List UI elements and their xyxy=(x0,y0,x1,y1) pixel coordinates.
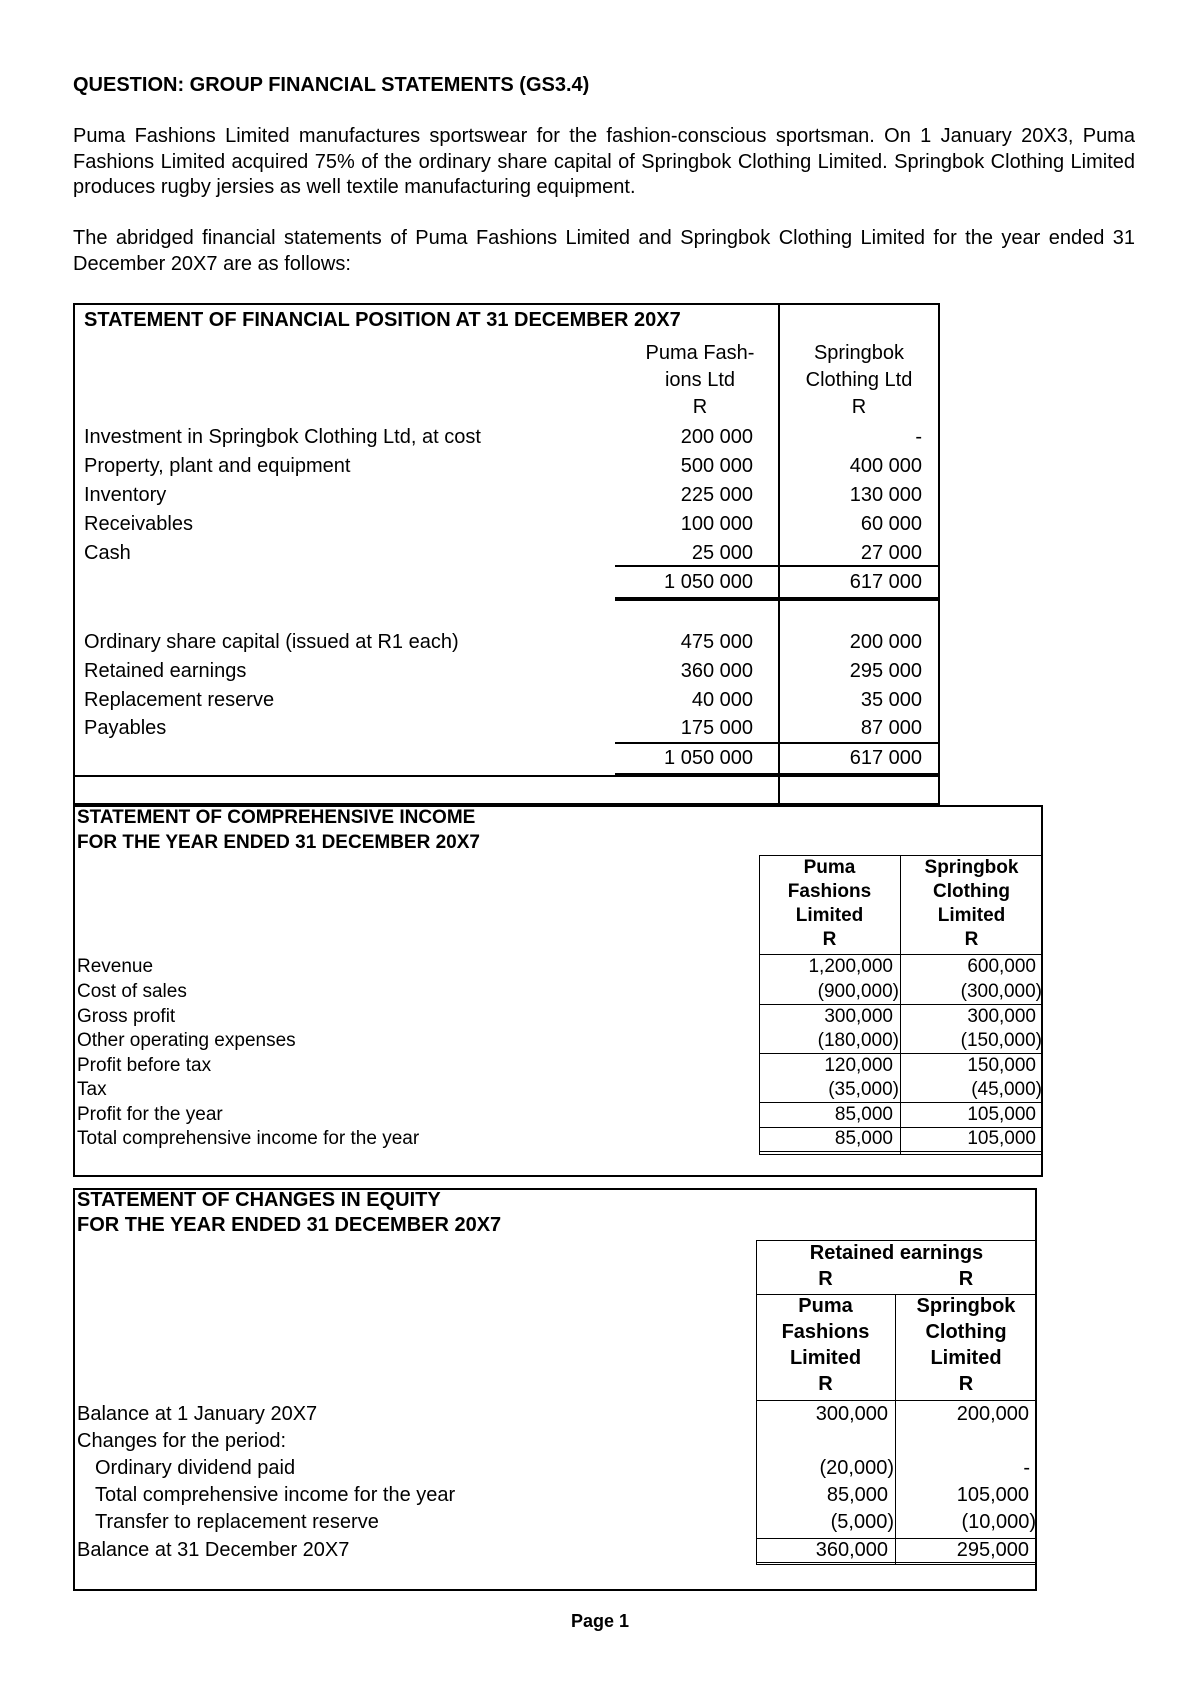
soce-col-puma-head-2: Fashions xyxy=(781,1321,870,1343)
sofp-row-puma: 100 000 xyxy=(680,513,753,535)
soci-row-puma: (180,000) xyxy=(817,1030,899,1051)
sofp-row-springbok: 200 000 xyxy=(849,631,922,653)
soci-col-puma-head-3: Limited xyxy=(795,905,864,926)
lead-paragraph: The abridged financial statements of Puma Fashions Limited and Springbok Clothing Limited for the year ended 31 December 20X7 are as follows: xyxy=(73,227,1135,275)
sofp-row-puma: 200 000 xyxy=(680,426,753,448)
sofp-col-puma-head-2: ions Ltd xyxy=(664,369,736,391)
soce-row-springbok: 105,000 xyxy=(956,1484,1029,1506)
sofp-row-springbok: 27 000 xyxy=(860,542,922,564)
sofp-assets-total-double-line xyxy=(615,597,940,601)
soci-row-springbok: (150,000) xyxy=(960,1030,1042,1051)
soce-row-label: Transfer to replacement reserve xyxy=(95,1511,379,1533)
soce-col-springbok-head-4: R xyxy=(958,1373,974,1395)
soci-row-puma: (900,000) xyxy=(817,981,899,1002)
sofp-row-puma: 175 000 xyxy=(680,717,753,739)
soci-col-springbok-head-4: R xyxy=(964,929,979,950)
sofp-row-springbok: 295 000 xyxy=(849,660,922,682)
soci-col-puma-head-4: R xyxy=(822,929,837,950)
sofp-assets-total-springbok: 617 000 xyxy=(849,571,922,593)
sofp-row-puma: 225 000 xyxy=(680,484,753,506)
sofp-row-springbok: 400 000 xyxy=(849,455,922,477)
sofp-row-springbok: 35 000 xyxy=(860,689,922,711)
sofp-row-label: Payables xyxy=(84,717,167,739)
soci-row-puma: 120,000 xyxy=(824,1055,893,1076)
sofp-row-label: Replacement reserve xyxy=(84,689,275,711)
sofp-row-puma: 40 000 xyxy=(691,689,753,711)
soci-row-puma: 1,200,000 xyxy=(808,956,893,977)
soci-row-label: Tax xyxy=(77,1079,107,1100)
soci-row-label: Total comprehensive income for the year xyxy=(77,1128,420,1149)
soci-row-label: Other operating expenses xyxy=(77,1030,296,1051)
sofp-row-springbok: - xyxy=(915,426,922,448)
soci-col-puma-head-1: Puma xyxy=(803,857,856,878)
intro-paragraph: Puma Fashions Limited manufactures sportswear for the fashion-conscious sportsman. On 1 January 20X3, Puma Fashions Limited acquired 75% of the ordinary share capital of Springbok Clothing Limited. Springbok Clothing Limited produces rugby jersies as well textile manufacturing equipment. xyxy=(73,125,1135,198)
sofp-row-puma: 500 000 xyxy=(680,455,753,477)
soci-row-label: Gross profit xyxy=(77,1006,176,1027)
sofp-row-label: Ordinary share capital (issued at R1 each) xyxy=(84,631,459,653)
soce-col-springbok-head-2: Clothing xyxy=(925,1321,1007,1343)
sofp-col-springbok-head-3: R xyxy=(851,396,867,418)
soci-col-springbok-head-1: Springbok xyxy=(924,857,1019,878)
soce-col-springbok-head-1: Springbok xyxy=(916,1295,1016,1317)
sofp-title: STATEMENT OF FINANCIAL POSITION AT 31 DECEMBER 20X7 xyxy=(84,309,681,331)
soce-group-r-puma: R xyxy=(818,1268,833,1290)
soce-row-label: Balance at 31 December 20X7 xyxy=(77,1539,350,1561)
sofp-assets-total-puma: 1 050 000 xyxy=(664,571,753,593)
sofp-row-label: Investment in Springbok Clothing Ltd, at cost xyxy=(84,426,481,448)
soci-row-puma: 85,000 xyxy=(834,1128,893,1149)
sofp-col-springbok-head-1: Springbok xyxy=(813,342,905,364)
sofp-row-puma: 25 000 xyxy=(691,542,753,564)
soci-row-springbok: (45,000) xyxy=(971,1079,1042,1100)
soce-row-springbok: - xyxy=(1023,1457,1030,1479)
soce-subtitle: FOR THE YEAR ENDED 31 DECEMBER 20X7 xyxy=(77,1214,502,1236)
question-title: QUESTION: GROUP FINANCIAL STATEMENTS (GS3.4) xyxy=(73,74,590,96)
soci-row-springbok: 105,000 xyxy=(967,1128,1036,1149)
soce-row-puma: 85,000 xyxy=(826,1484,888,1506)
soce-col-puma-head-4: R xyxy=(818,1373,833,1395)
sofp-row-springbok: 130 000 xyxy=(849,484,922,506)
sofp-row-puma: 360 000 xyxy=(680,660,753,682)
soci-title: STATEMENT OF COMPREHENSIVE INCOME xyxy=(77,807,476,828)
soce-row-label: Ordinary dividend paid xyxy=(95,1457,296,1479)
sofp-row-label: Receivables xyxy=(84,513,193,535)
sofp-col-springbok-head-2: Clothing Ltd xyxy=(805,369,913,391)
sofp-assets-subtotal-line xyxy=(615,565,940,567)
soci-row-springbok: 105,000 xyxy=(967,1104,1036,1125)
soce-row-puma: 300,000 xyxy=(815,1403,888,1425)
soce-row-springbok: 295,000 xyxy=(956,1539,1029,1561)
soce-group-head: Retained earnings xyxy=(809,1242,984,1264)
soce-col-puma-head-3: Limited xyxy=(789,1347,862,1369)
sofp-equity-total-double-line xyxy=(615,773,940,777)
soce-row-label: Total comprehensive income for the year xyxy=(95,1484,456,1506)
soce-row-springbok: (10,000) xyxy=(961,1511,1036,1533)
soci-col-springbok-head-3: Limited xyxy=(937,905,1006,926)
soce-row-puma: 360,000 xyxy=(815,1539,888,1561)
sofp-col-puma-head-1: Puma Fash- xyxy=(645,342,755,364)
soce-row-puma: (5,000) xyxy=(830,1511,894,1533)
sofp-equity-total-puma: 1 050 000 xyxy=(664,747,753,769)
sofp-row-puma: 475 000 xyxy=(680,631,753,653)
sofp-row-label: Retained earnings xyxy=(84,660,247,682)
sofp-row-label: Cash xyxy=(84,542,131,564)
sofp-row-springbok: 60 000 xyxy=(860,513,922,535)
soci-row-springbok: 300,000 xyxy=(967,1006,1036,1027)
sofp-row-label: Property, plant and equipment xyxy=(84,455,351,477)
soci-row-label: Profit for the year xyxy=(77,1104,223,1125)
soci-row-puma: 85,000 xyxy=(834,1104,893,1125)
soci-row-springbok: 150,000 xyxy=(967,1055,1036,1076)
soci-row-puma: 300,000 xyxy=(824,1006,893,1027)
soci-row-puma: (35,000) xyxy=(828,1079,899,1100)
soci-row-label: Cost of sales xyxy=(77,981,187,1002)
sofp-row-label: Inventory xyxy=(84,484,167,506)
soci-subtitle: FOR THE YEAR ENDED 31 DECEMBER 20X7 xyxy=(77,832,480,853)
soce-group-r-springbok: R xyxy=(958,1268,974,1290)
soci-row-label: Revenue xyxy=(77,956,154,977)
soci-row-springbok: 600,000 xyxy=(967,956,1036,977)
soce-row-label: Changes for the period: xyxy=(77,1430,287,1452)
soce-row-label: Balance at 1 January 20X7 xyxy=(77,1403,318,1425)
soce-col-puma-head-1: Puma xyxy=(798,1295,853,1317)
soce-col-springbok-head-3: Limited xyxy=(930,1347,1002,1369)
soci-row-label: Profit before tax xyxy=(77,1055,212,1076)
soci-col-puma-head-2: Fashions xyxy=(787,881,872,902)
soce-row-puma: (20,000) xyxy=(819,1457,894,1479)
soce-title: STATEMENT OF CHANGES IN EQUITY xyxy=(77,1189,441,1211)
sofp-row-springbok: 87 000 xyxy=(860,717,922,739)
sofp-equity-total-springbok: 617 000 xyxy=(849,747,922,769)
page-number: Page 1 xyxy=(570,1611,630,1631)
soci-col-springbok-head-2: Clothing xyxy=(932,881,1011,902)
soce-row-springbok: 200,000 xyxy=(956,1403,1029,1425)
soci-row-springbok: (300,000) xyxy=(960,981,1042,1002)
sofp-col-puma-head-3: R xyxy=(692,396,708,418)
